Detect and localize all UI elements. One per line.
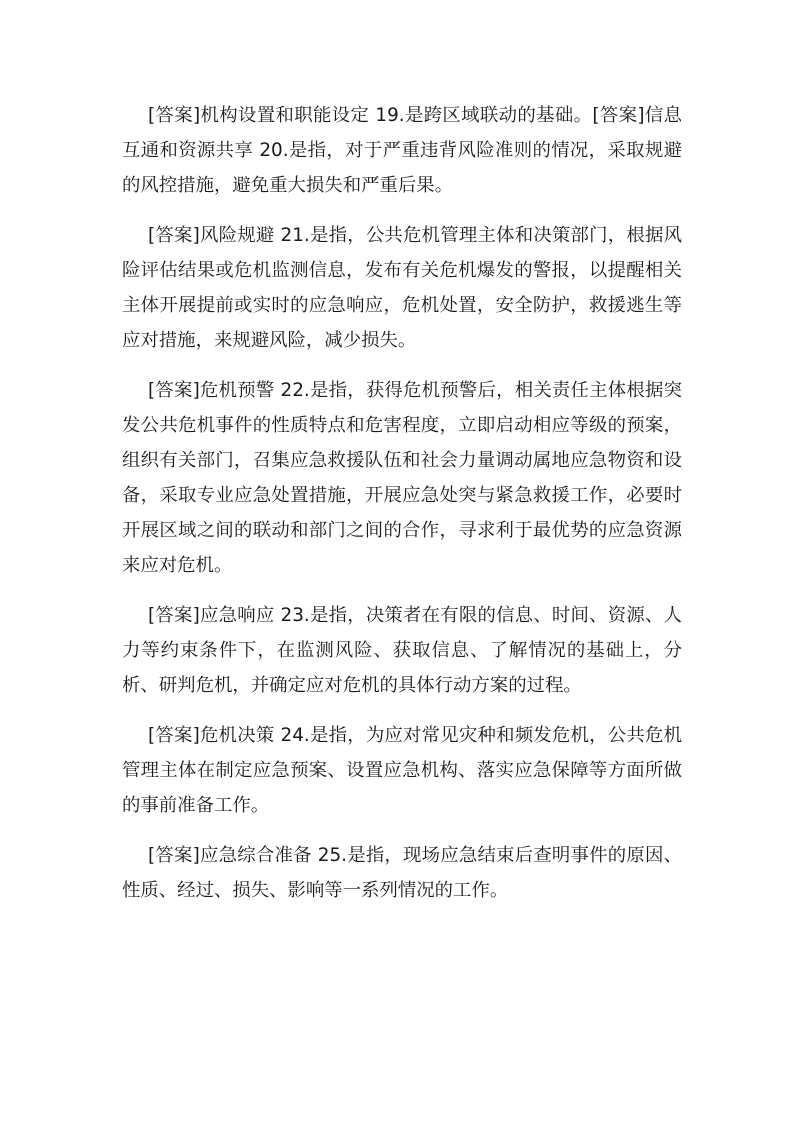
paragraph-2: [答案]风险规避 21.是指，公共危机管理主体和决策部门，根据风险评估结果或危机监测信息，发布有关危机爆发的警报，以提醒相关主体开展提前或实时的应急响应，危机处置，安全防护，救援逃生等应对措施，来规避风险，减少损失。 [122,225,682,351]
paragraph-4: [答案]应急响应 23.是指，决策者在有限的信息、时间、资源、人力等约束条件下，在监测风险、获取信息、了解情况的基础上，分析、研判危机，并确定应对危机的具体行动方案的过程。 [122,605,682,696]
paragraph-1: [答案]机构设置和职能设定 19.是跨区域联动的基础。[答案]信息互通和资源共享 20.是指，对于严重违背风险准则的情况，采取规避的风控措施，避免重大损失和严重后果。 [122,105,682,196]
document-body [122,98,682,923]
paragraph-3: [答案]危机预警 22.是指，获得危机预警后，相关责任主体根据突发公共危机事件的性质特点和危害程度，立即启动相应等级的预案，组织有关部门，召集应急救援队伍和社会力量调动属地应急物资和设备，采取专业应急处置措施，开展应急处突与紧急救援工作，必要时开展区域之间的联动和部门之间的合作，寻求利于最优势的应急资源来应对危机。 [122,380,682,576]
paragraph-5: [答案]危机决策 24.是指，为应对常见灾种和频发危机，公共危机管理主体在制定应急预案、设置应急机构、落实应急保障等方面所做的事前准备工作。 [122,725,682,816]
paragraph-6: [答案]应急综合准备 25.是指，现场应急结束后查明事件的原因、性质、经过、损失、影响等一系列情况的工作。 [122,845,682,901]
